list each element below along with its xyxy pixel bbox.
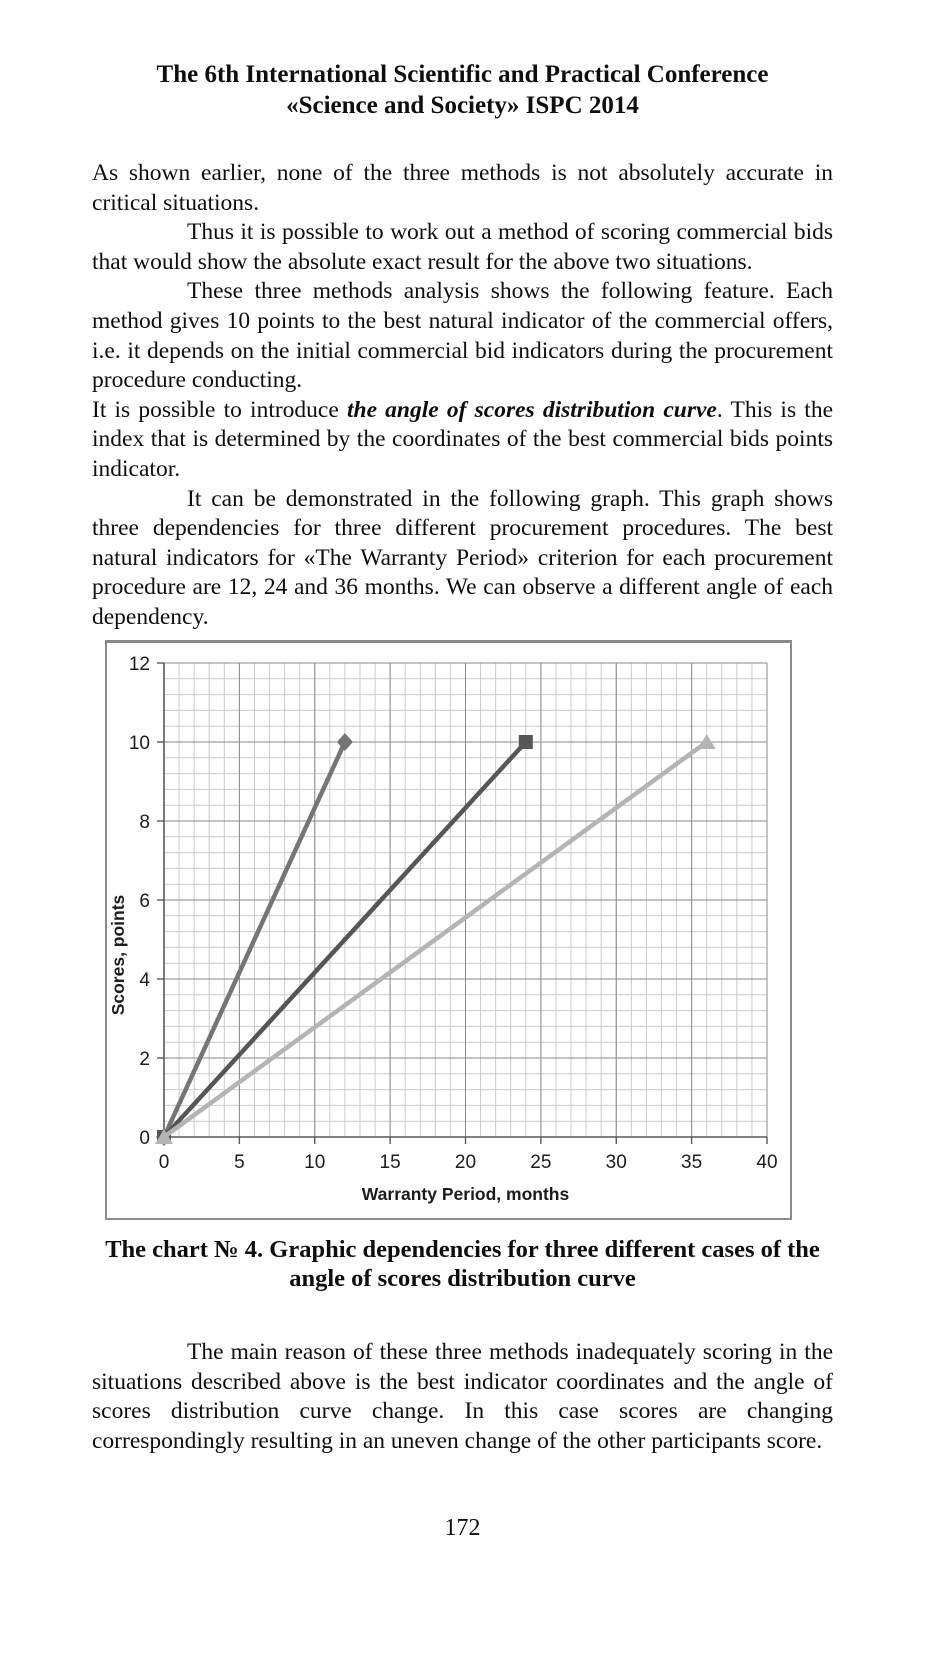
chart-caption: The chart № 4. Graphic dependencies for three different cases of the angle of scores distribution curve — [105, 1235, 820, 1293]
y-tick-label: 8 — [139, 811, 150, 833]
paragraph-4 — [92, 396, 833, 485]
conference-header — [92, 60, 833, 121]
paragraph-3: These three methods analysis shows the following feature. Each method gives 10 points to the best natural indicator of the commercial offers, i.e. it depends on the initial commercial bid indicators during the procurement procedure conducting. — [92, 278, 833, 394]
chart-figure — [105, 640, 792, 1220]
x-axis-title: Warranty Period, months — [361, 1183, 570, 1204]
paragraph-5: It can be demonstrated in the following graph. This graph shows three dependencies for three different procurement procedures. The best natural indicators for «The Warranty Period» criterion for each procurement procedure are 12, 24 and 36 months. We can observe a different angle of each dependency. — [92, 485, 833, 630]
x-tick-label: 20 — [454, 1151, 477, 1173]
y-tick-label: 6 — [139, 890, 150, 912]
y-axis-title: Scores, points — [108, 894, 128, 1015]
header-line-2: «Science and Society» ISPC 2014 — [286, 91, 639, 119]
paragraph-2: Thus it is possible to work out a method of scoring commercial bids that would show the absolute exact result for the above two situations. — [92, 219, 833, 275]
paragraph-4-tail: . This is the index that is determined by the coordinates of the best commercial bids points indicator. — [92, 396, 833, 482]
x-tick-label: 15 — [379, 1151, 401, 1173]
paragraph-4-lead: It is possible to introduce — [92, 396, 347, 423]
x-tick-label: 25 — [530, 1151, 552, 1173]
chart-canvas — [107, 643, 790, 1217]
y-tick-label: 0 — [139, 1127, 150, 1149]
x-tick-label: 5 — [234, 1151, 245, 1173]
header-line-1: The 6th International Scientific and Practical Conference — [156, 61, 769, 88]
page-footer — [92, 1515, 833, 1542]
x-tick-label: 40 — [756, 1151, 778, 1173]
x-tick-label: 35 — [681, 1151, 703, 1173]
y-tick-label: 12 — [128, 653, 150, 675]
y-tick-label: 2 — [139, 1048, 150, 1070]
square-marker — [519, 735, 533, 749]
article-body — [92, 159, 833, 1457]
paragraph-6: The main reason of these three methods inadequately scoring in the situations described above is the best indicator coordinates and the angle of scores distribution curve change. In this case scores are changing correspondingly resulting in an uneven change of the other participants score. — [92, 1339, 833, 1455]
x-tick-label: 0 — [158, 1151, 170, 1173]
x-tick-label: 30 — [605, 1151, 627, 1173]
x-tick-label: 10 — [304, 1151, 326, 1173]
paragraph-4-emphasis: the angle of scores distribution curve — [346, 396, 717, 423]
page-number: 172 — [444, 1514, 481, 1541]
y-tick-label: 4 — [139, 969, 150, 991]
y-tick-label: 10 — [128, 732, 150, 754]
diamond-marker — [337, 733, 353, 751]
paragraph-1: As shown earlier, none of the three methods is not absolutely accurate in critical situations. — [92, 160, 833, 216]
